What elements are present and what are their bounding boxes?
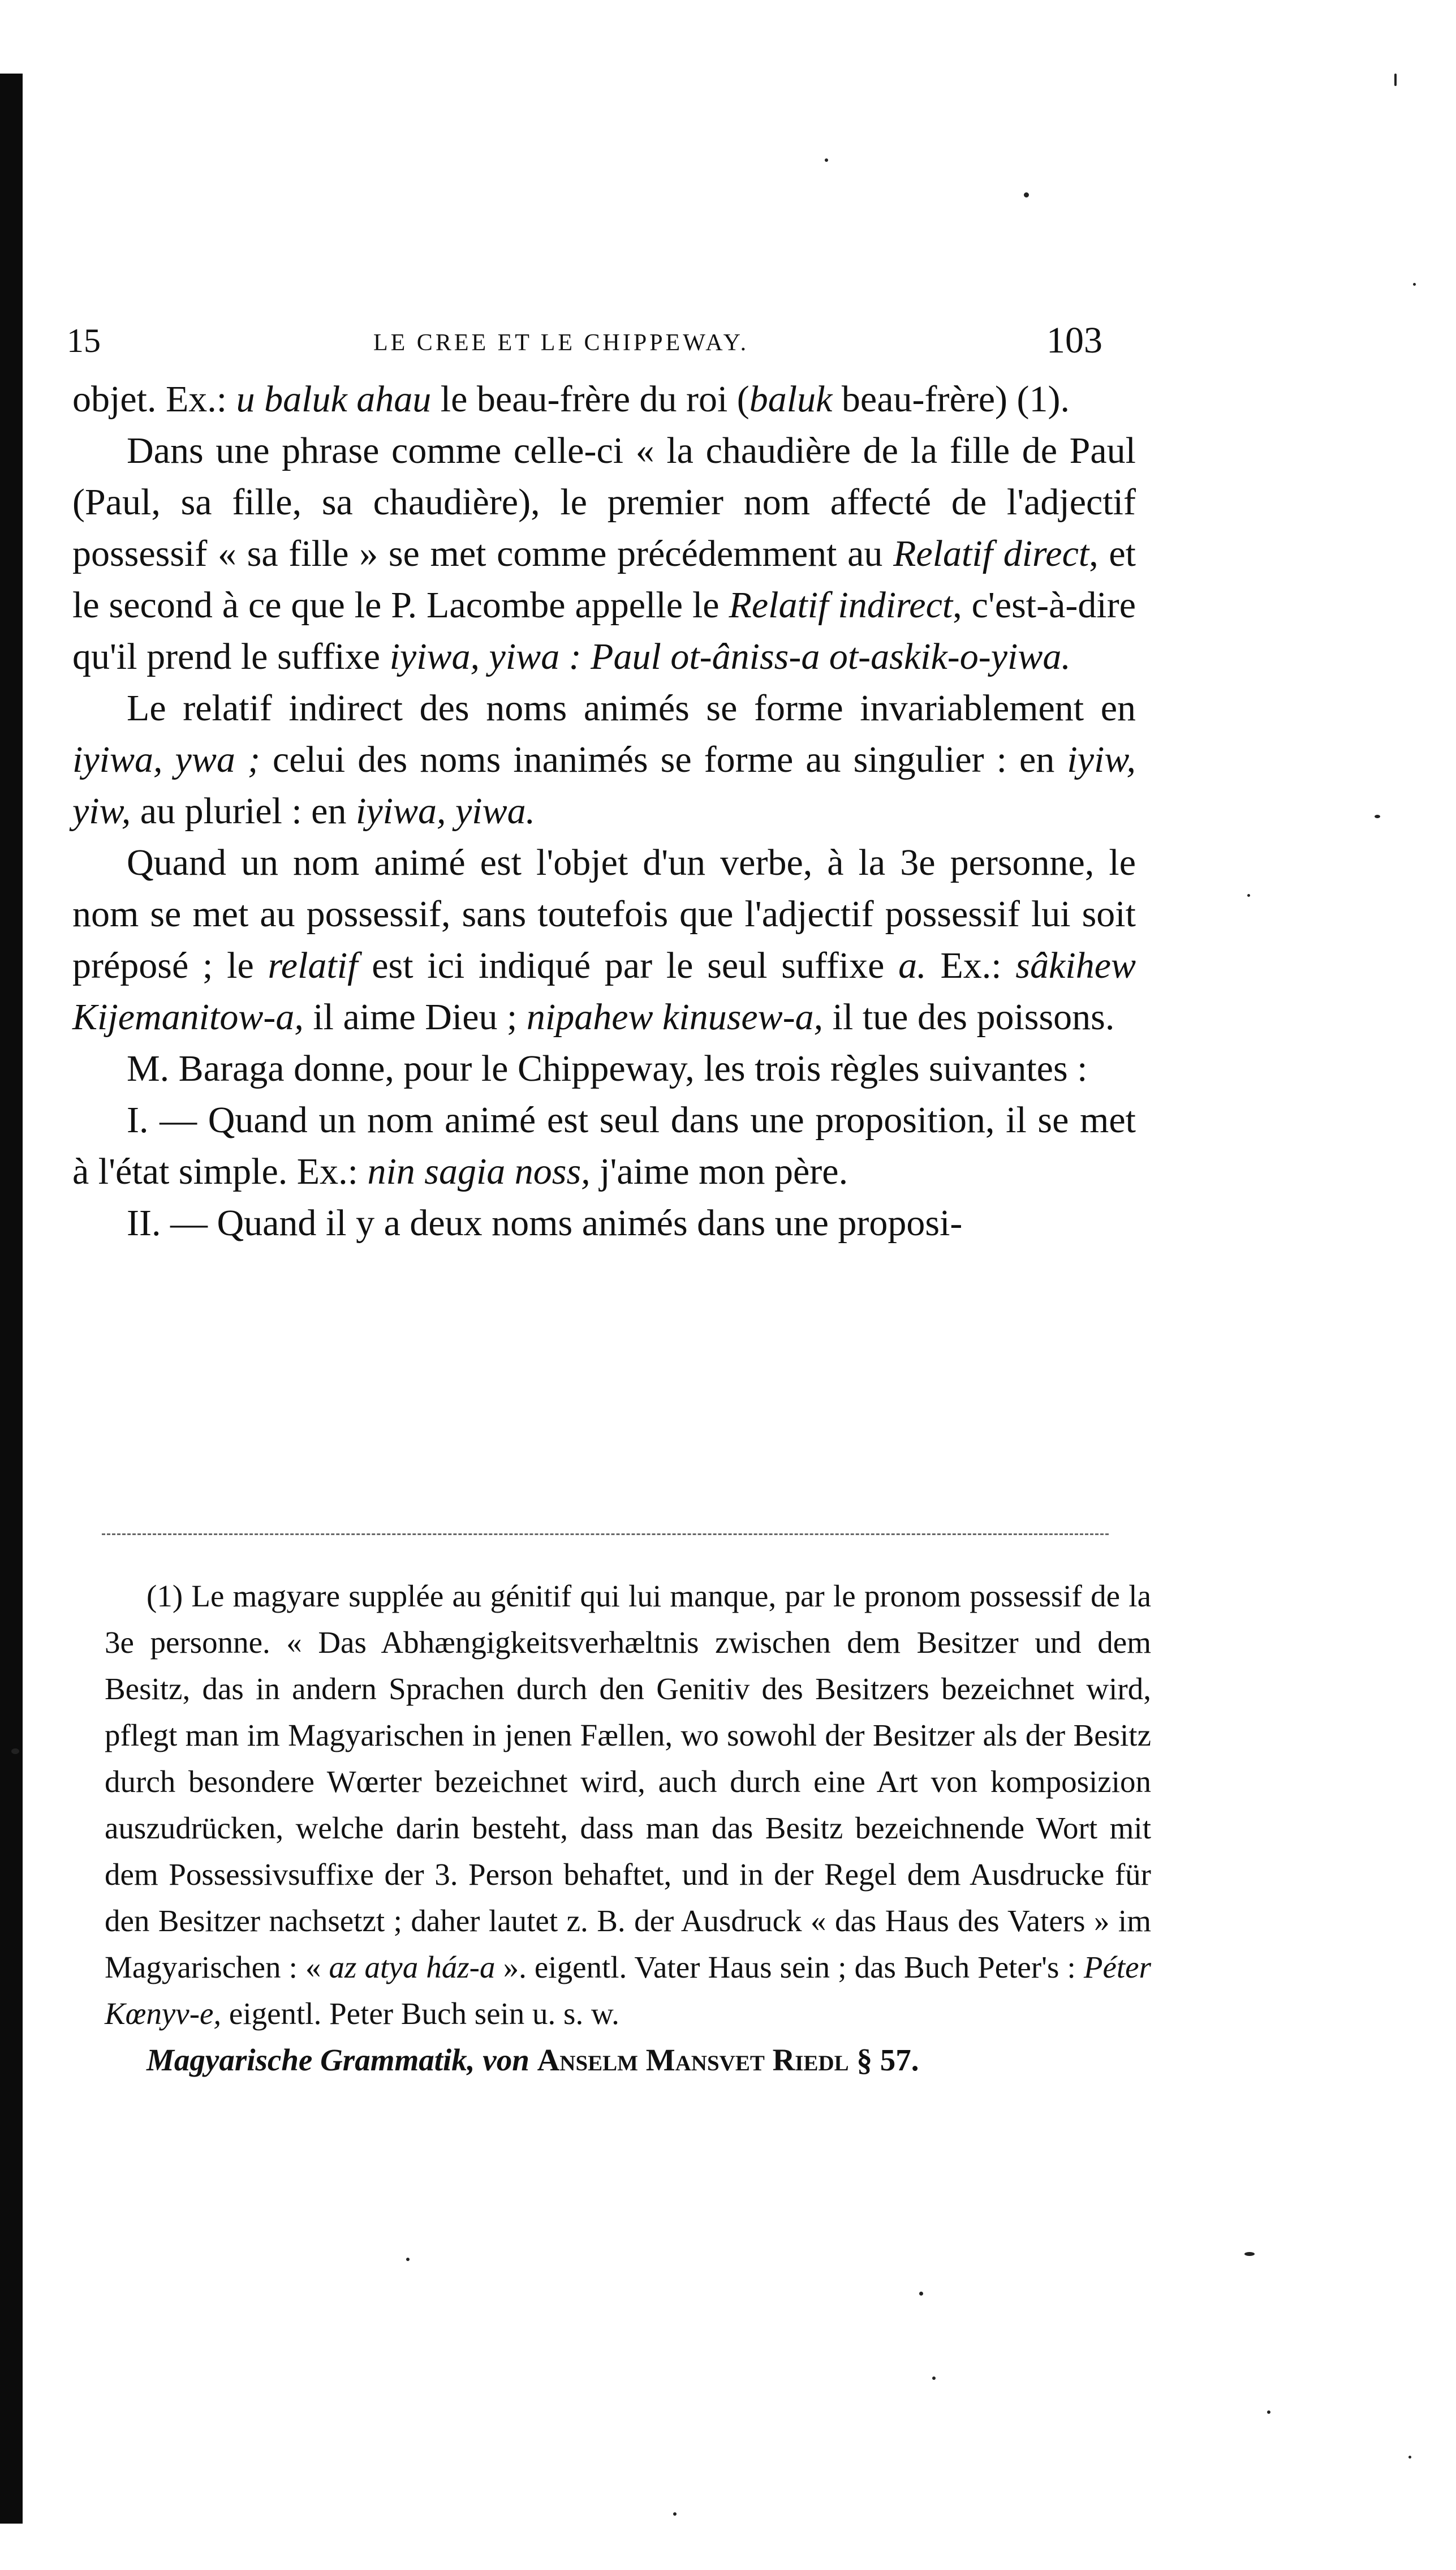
scan-speck xyxy=(1375,815,1380,818)
scan-speck xyxy=(1394,74,1397,86)
paragraph-1: objet. Ex.: u baluk ahau le beau-frère du roi (baluk beau-frère) (1). xyxy=(72,379,1070,420)
page-number: 103 xyxy=(1046,320,1102,361)
scan-speck xyxy=(1267,2410,1270,2414)
footnote-text: (1) Le magyare supplée au génitif qui lui manque, par le pronom possessif de la 3e personne. « Das Abhængigkeitsverhæltnis zwischen dem Besitzer und dem Besitz, das in andern Sprachen durch den Genitiv des Besitzers bezeichnet wird, pflegt man im Magyarischen in jenen Fællen, wo sowohl der Besitzer als der Besitz durch besondere Wœrter bezeichnet wird, auch durch eine Art von komposizion auszudrücken, welche darin besteht, dass man das Besitz bezeichnende Wort mit dem Possessivsuffixe der 3. Person behaftet, und in der Regel dem Ausdrucke für den Besitzer nachsetzt ; daher lautet z. B. der Ausdruck « das Haus des Vaters » im Magyarischen : « az atya ház-a ». eigentl. Vater Haus sein ; das Buch Peter's : Péter Kœnyv-e, eigentl. Peter Buch sein u. s. w. xyxy=(105,1579,1151,2031)
scan-speck xyxy=(11,1748,19,1754)
scan-speck xyxy=(406,2258,410,2261)
scan-speck xyxy=(932,2376,936,2380)
rule-2: II. — Quand il y a deux noms animés dans une proposi- xyxy=(127,1202,963,1244)
running-title: LE CREE ET LE CHIPPEWAY. xyxy=(373,330,749,356)
scan-speck xyxy=(1408,2456,1411,2459)
scan-speck xyxy=(673,2512,677,2516)
scan-speck xyxy=(919,2292,923,2296)
binding-edge xyxy=(0,74,23,2524)
scan-speck xyxy=(825,158,828,162)
scan-speck xyxy=(1413,283,1416,286)
body-text xyxy=(72,373,1136,1249)
paragraph-5: M. Baraga donne, pour le Chippeway, les trois règles suivantes : xyxy=(127,1048,1088,1089)
paragraph-3: Le relatif indirect des noms animés se forme invariablement en iyiwa, ywa ; celui des noms inanimés se forme au singulier : en iyiw, yiw, au pluriel : en iyiwa, yiwa. xyxy=(72,687,1136,832)
scan-speck xyxy=(1244,2252,1255,2256)
scan-speck xyxy=(1247,894,1250,897)
footnote-divider xyxy=(102,1533,1109,1535)
page-number-left: 15 xyxy=(67,322,101,359)
rule-1: I. — Quand un nom animé est seul dans une proposition, il se met à l'état simple. Ex.: nin sagia noss, j'aime mon père. xyxy=(72,1099,1136,1192)
footnote-citation: Magyarische Grammatik, von Anselm Mansvet Riedl § 57. xyxy=(147,2043,919,2077)
scan-speck xyxy=(1024,192,1029,197)
footnote xyxy=(105,1573,1151,2083)
paragraph-2: Dans une phrase comme celle-ci « la chaudière de la fille de Paul (Paul, sa fille, sa chaudière), le premier nom affecté de l'adjectif possessif « sa fille » se met comme précédemment au Relatif direct, et le second à ce que le P. Lacombe appelle le Relatif indirect, c'est-à-dire qu'il prend le suffixe iyiwa, yiwa : Paul ot-âniss-a ot-askik-o-yiwa. xyxy=(72,430,1136,677)
paragraph-4: Quand un nom animé est l'objet d'un verbe, à la 3e personne, le nom se met au possessif, sans toutefois que l'adjectif possessif lui soit préposé ; le relatif est ici indiqué par le seul suffixe a. Ex.: sâkihew Kijemanitow-a, il aime Dieu ; nipahew kinusew-a, il tue des poissons. xyxy=(72,842,1136,1038)
